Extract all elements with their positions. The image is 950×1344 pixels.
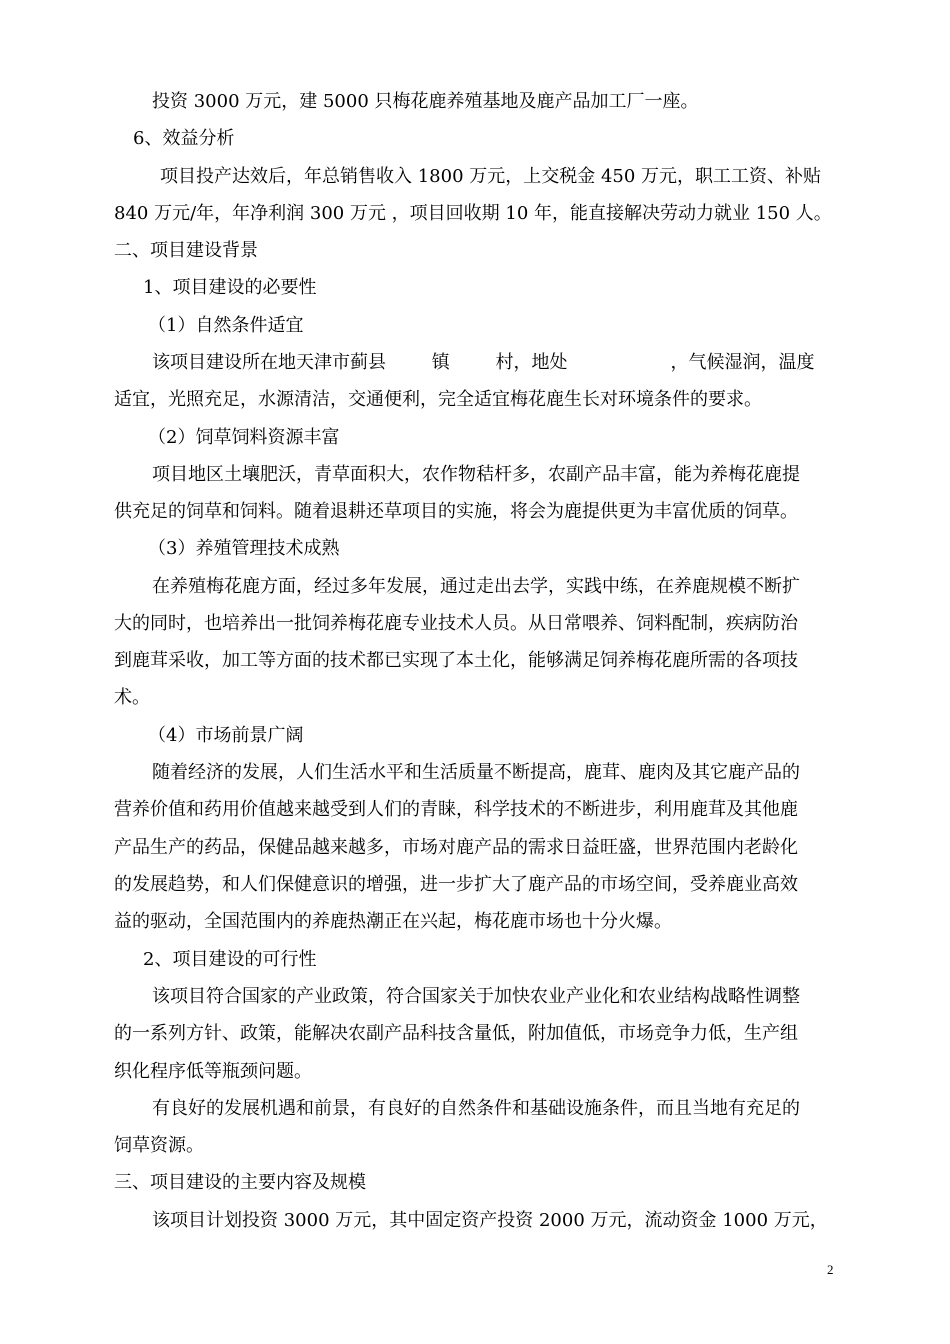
subsection-heading: （3）养殖管理技术成熟 <box>148 538 340 559</box>
text-line: 术。 <box>114 687 150 708</box>
section-heading: 6、效益分析 <box>133 128 235 149</box>
text-line: 营养价值和药用价值越来越受到人们的青睐，科学技术的不断进步，利用鹿茸及其他鹿 <box>114 799 798 820</box>
text-line: 的一系列方针、政策，能解决农副产品科技含量低，附加值低，市场竞争力低，生产组 <box>114 1023 798 1044</box>
subsection-heading: （1）自然条件适宜 <box>148 315 304 336</box>
text-line: 到鹿茸采收，加工等方面的技术都已实现了本土化，能够满足饲养梅花鹿所需的各项技 <box>114 650 798 671</box>
text-line: 投资 3000 万元，建 5000 只梅花鹿养殖基地及鹿产品加工厂一座。 <box>152 91 699 112</box>
text-line: 项目投产达效后，年总销售收入 1800 万元，上交税金 450 万元，职工工资、补贴 <box>160 166 822 187</box>
page-number: 2 <box>827 1262 834 1277</box>
text-line: 织化程序低等瓶颈问题。 <box>114 1061 312 1082</box>
section-heading: 1、项目建设的必要性 <box>143 277 317 298</box>
text-line: 该项目计划投资 3000 万元，其中固定资产投资 2000 万元，流动资金 1000 万元， <box>152 1210 828 1231</box>
text-line: 供充足的饲草和饲料。随着退耕还草项目的实施，将会为鹿提供更为丰富优质的饲草。 <box>114 501 798 522</box>
text-line: 840 万元/年，年净利润 300 万元 ，项目回收期 10 年，能直接解决劳动力就业 150 人。 <box>114 203 832 224</box>
text-line: 产品生产的药品，保健品越来越多，市场对鹿产品的需求日益旺盛，世界范围内老龄化 <box>114 837 798 858</box>
text-line: 该项目符合国家的产业政策，符合国家关于加快农业产业化和农业结构战略性调整 <box>152 986 800 1007</box>
text-line: 随着经济的发展，人们生活水平和生活质量不断提高，鹿茸、鹿肉及其它鹿产品的 <box>152 762 800 783</box>
text-line: 在养殖梅花鹿方面，经过多年发展，通过走出去学，实践中练，在养鹿规模不断扩 <box>152 576 800 597</box>
section-heading: 三、项目建设的主要内容及规模 <box>114 1172 366 1193</box>
subsection-heading: （4）市场前景广阔 <box>148 725 304 746</box>
text-line: 的发展趋势，和人们保健意识的增强，进一步扩大了鹿产品的市场空间，受养鹿业高效 <box>114 874 798 895</box>
text-line: 益的驱动，全国范围内的养鹿热潮正在兴起，梅花鹿市场也十分火爆。 <box>114 911 672 932</box>
text-line: 适宜，光照充足，水源清洁，交通便利，完全适宜梅花鹿生长对环境条件的要求。 <box>114 389 762 410</box>
text-line: 该项目建设所在地天津市蓟县 镇 村，地处 ，气候湿润，温度 <box>152 352 815 373</box>
text-line: 大的同时，也培养出一批饲养梅花鹿专业技术人员。从日常喂养、饲料配制，疾病防治 <box>114 613 798 634</box>
section-heading: 2、项目建设的可行性 <box>143 949 317 970</box>
text-line: 有良好的发展机遇和前景，有良好的自然条件和基础设施条件，而且当地有充足的 <box>152 1098 800 1119</box>
text-line: 饲草资源。 <box>114 1135 204 1156</box>
subsection-heading: （2）饲草饲料资源丰富 <box>148 427 340 448</box>
section-heading: 二、项目建设背景 <box>114 240 258 261</box>
text-line: 项目地区土壤肥沃，青草面积大，农作物秸杆多，农副产品丰富，能为养梅花鹿提 <box>152 464 800 485</box>
